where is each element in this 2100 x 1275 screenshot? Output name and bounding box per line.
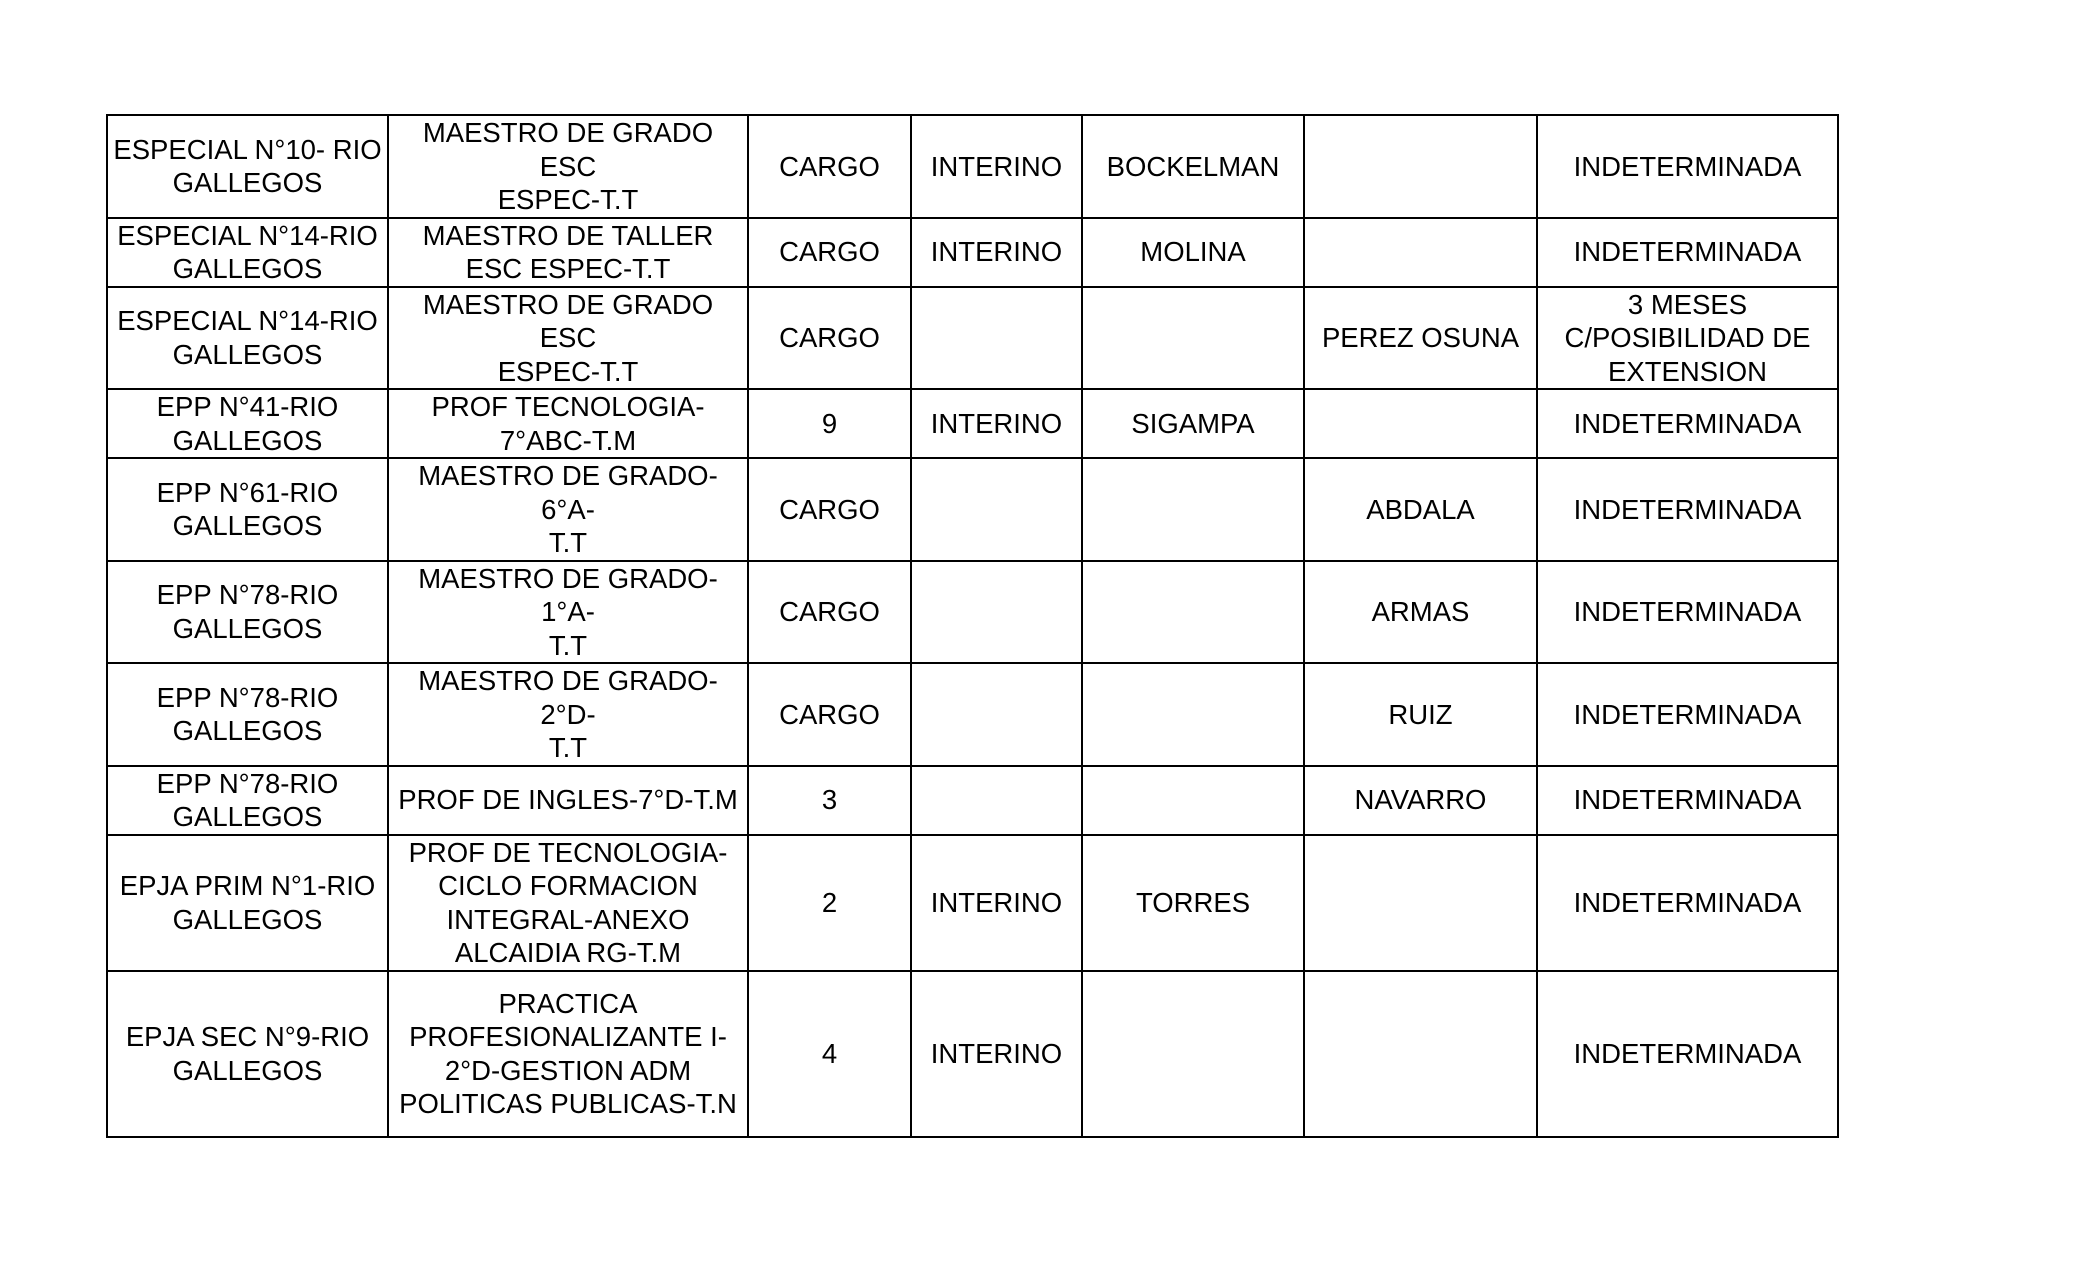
hours-cell: CARGO [748,115,911,218]
school-cell: EPP N°41-RIO GALLEGOS [107,389,388,458]
vacancy-holder-cell [1082,971,1304,1137]
hours-cell: CARGO [748,561,911,664]
status-cell: INTERINO [911,115,1082,218]
status-cell: INTERINO [911,835,1082,971]
duration-cell: INDETERMINADA [1537,971,1838,1137]
position-cell: MAESTRO DE GRADO ESC ESPEC-T.T [388,115,748,218]
position-cell: MAESTRO DE GRADO-1°A- T.T [388,561,748,664]
duration-cell: 3 MESES C/POSIBILIDAD DE EXTENSION [1537,287,1838,390]
school-cell: EPP N°78-RIO GALLEGOS [107,663,388,766]
hours-cell: 3 [748,766,911,835]
school-cell: EPP N°78-RIO GALLEGOS [107,766,388,835]
replacement-holder-cell: PEREZ OSUNA [1304,287,1537,390]
table-row [107,458,1838,561]
table-row [107,835,1838,971]
school-cell: ESPECIAL N°14-RIO GALLEGOS [107,287,388,390]
table-row [107,389,1838,458]
school-cell: EPJA SEC N°9-RIO GALLEGOS [107,971,388,1137]
duration-cell: INDETERMINADA [1537,561,1838,664]
position-cell: PROF DE INGLES-7°D-T.M [388,766,748,835]
table-row [107,287,1838,390]
vacancy-holder-cell [1082,561,1304,664]
vacancy-holder-cell [1082,458,1304,561]
school-cell: ESPECIAL N°10- RIO GALLEGOS [107,115,388,218]
duration-cell: INDETERMINADA [1537,389,1838,458]
duration-cell: INDETERMINADA [1537,766,1838,835]
vacancy-holder-cell: BOCKELMAN [1082,115,1304,218]
school-cell: EPJA PRIM N°1-RIO GALLEGOS [107,835,388,971]
hours-cell: 2 [748,835,911,971]
vacancy-holder-cell: TORRES [1082,835,1304,971]
status-cell [911,766,1082,835]
hours-cell: 9 [748,389,911,458]
vacancy-holder-cell [1082,663,1304,766]
duration-cell: INDETERMINADA [1537,458,1838,561]
hours-cell: CARGO [748,287,911,390]
table-row [107,561,1838,664]
status-cell [911,287,1082,390]
status-cell: INTERINO [911,218,1082,287]
position-cell: MAESTRO DE GRADO-6°A- T.T [388,458,748,561]
status-cell [911,458,1082,561]
replacement-holder-cell: RUIZ [1304,663,1537,766]
hours-cell: 4 [748,971,911,1137]
replacement-holder-cell [1304,389,1537,458]
table-row [107,115,1838,218]
table-row [107,663,1838,766]
table-row [107,218,1838,287]
position-cell: MAESTRO DE GRADO ESC ESPEC-T.T [388,287,748,390]
replacement-holder-cell [1304,971,1537,1137]
replacement-holder-cell: ARMAS [1304,561,1537,664]
table-row [107,971,1838,1137]
replacement-holder-cell [1304,115,1537,218]
position-cell: PRACTICA PROFESIONALIZANTE I- 2°D-GESTION ADM POLITICAS PUBLICAS-T.N [388,971,748,1137]
status-cell: INTERINO [911,389,1082,458]
vacancy-holder-cell [1082,766,1304,835]
duration-cell: INDETERMINADA [1537,218,1838,287]
school-cell: ESPECIAL N°14-RIO GALLEGOS [107,218,388,287]
position-cell: MAESTRO DE GRADO-2°D- T.T [388,663,748,766]
status-cell: INTERINO [911,971,1082,1137]
vacancy-holder-cell [1082,287,1304,390]
vacancy-table [106,114,1839,1138]
hours-cell: CARGO [748,218,911,287]
replacement-holder-cell [1304,835,1537,971]
status-cell [911,561,1082,664]
replacement-holder-cell [1304,218,1537,287]
replacement-holder-cell: ABDALA [1304,458,1537,561]
table-row [107,766,1838,835]
duration-cell: INDETERMINADA [1537,663,1838,766]
duration-cell: INDETERMINADA [1537,835,1838,971]
position-cell: PROF TECNOLOGIA- 7°ABC-T.M [388,389,748,458]
hours-cell: CARGO [748,458,911,561]
hours-cell: CARGO [748,663,911,766]
status-cell [911,663,1082,766]
position-cell: PROF DE TECNOLOGIA- CICLO FORMACION INTEGRAL-ANEXO ALCAIDIA RG-T.M [388,835,748,971]
school-cell: EPP N°61-RIO GALLEGOS [107,458,388,561]
vacancy-holder-cell: SIGAMPA [1082,389,1304,458]
position-cell: MAESTRO DE TALLER ESC ESPEC-T.T [388,218,748,287]
duration-cell: INDETERMINADA [1537,115,1838,218]
vacancy-holder-cell: MOLINA [1082,218,1304,287]
replacement-holder-cell: NAVARRO [1304,766,1537,835]
school-cell: EPP N°78-RIO GALLEGOS [107,561,388,664]
